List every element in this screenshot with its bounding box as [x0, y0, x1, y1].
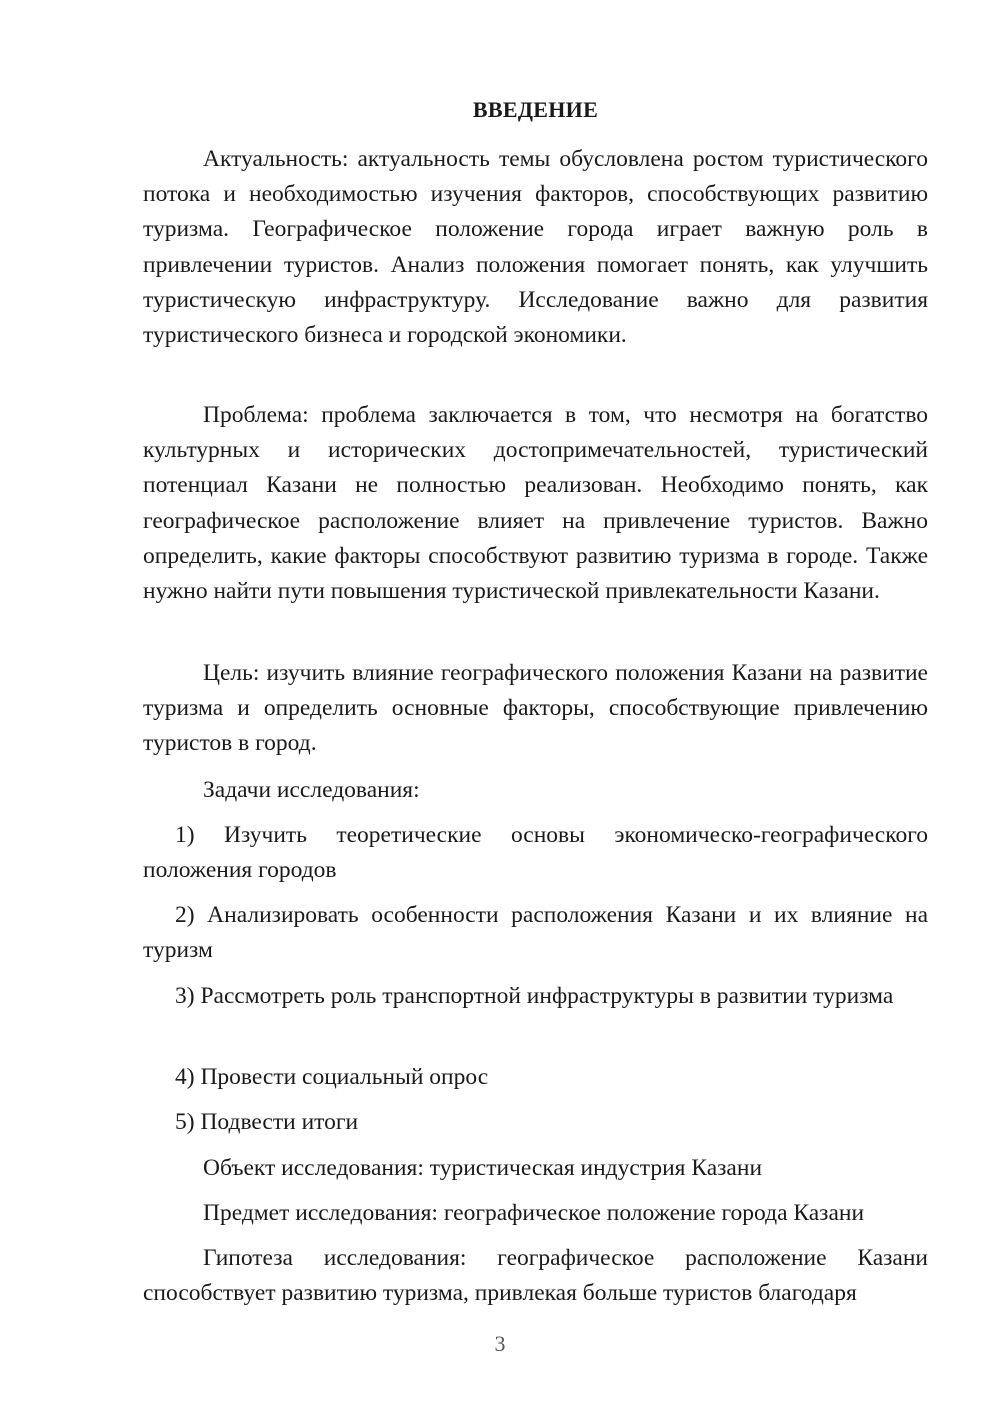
relevance-paragraph: Актуальность: актуальность темы обусловлена ростом туристического потока и необходимостью изучения факторов, способствующих развитию туризма. Географическое положение города играет важную роль в привлечении туристов. Анализ положения помогает понять, как улучшить туристическую инфраструктуру. Исследование важно для развития туристического бизнеса и городской экономики. [143, 146, 928, 349]
page-number: 3 [494, 1331, 506, 1356]
task-item-4: 4) Провести социальный опрос [175, 1064, 489, 1090]
page-heading: ВВЕДЕНИЕ [472, 97, 599, 122]
task-item-2: 2) Анализировать особенности расположения Казани и их влияние на туризм [143, 902, 928, 964]
hypothesis-paragraph: Гипотеза исследования: географическое расположение Казани способствует развитию туризма, привлекая больше туристов благодаря [143, 1245, 928, 1307]
task-item-3: 3) Рассмотреть роль транспортной инфраструктуры в развитии туризма [175, 983, 894, 1009]
research-object: Объект исследования: туристическая индустрия Казани [203, 1155, 763, 1181]
task-item-5: 5) Подвести итоги [175, 1109, 359, 1135]
task-item-1: 1) Изучить теоретические основы экономическо-географического положения городов [143, 822, 928, 884]
problem-paragraph: Проблема: проблема заключается в том, что несмотря на богатство культурных и исторических достопримечательностей, туристический потенциал Казани не полностью реализован. Необходимо понять, как географическое расположение влияет на привлечение туристов. Важно определить, какие факторы способствуют развитию туризма в городе. Также нужно найти пути повышения туристической привлекательности Казани. [143, 402, 928, 605]
tasks-title: Задачи исследования: [203, 777, 420, 803]
research-subject: Предмет исследования: географическое положение города Казани [203, 1200, 865, 1226]
goal-paragraph: Цель: изучить влияние географического положения Казани на развитие туризма и определить основные факторы, способствующие привлечению туристов в город. [143, 660, 928, 757]
